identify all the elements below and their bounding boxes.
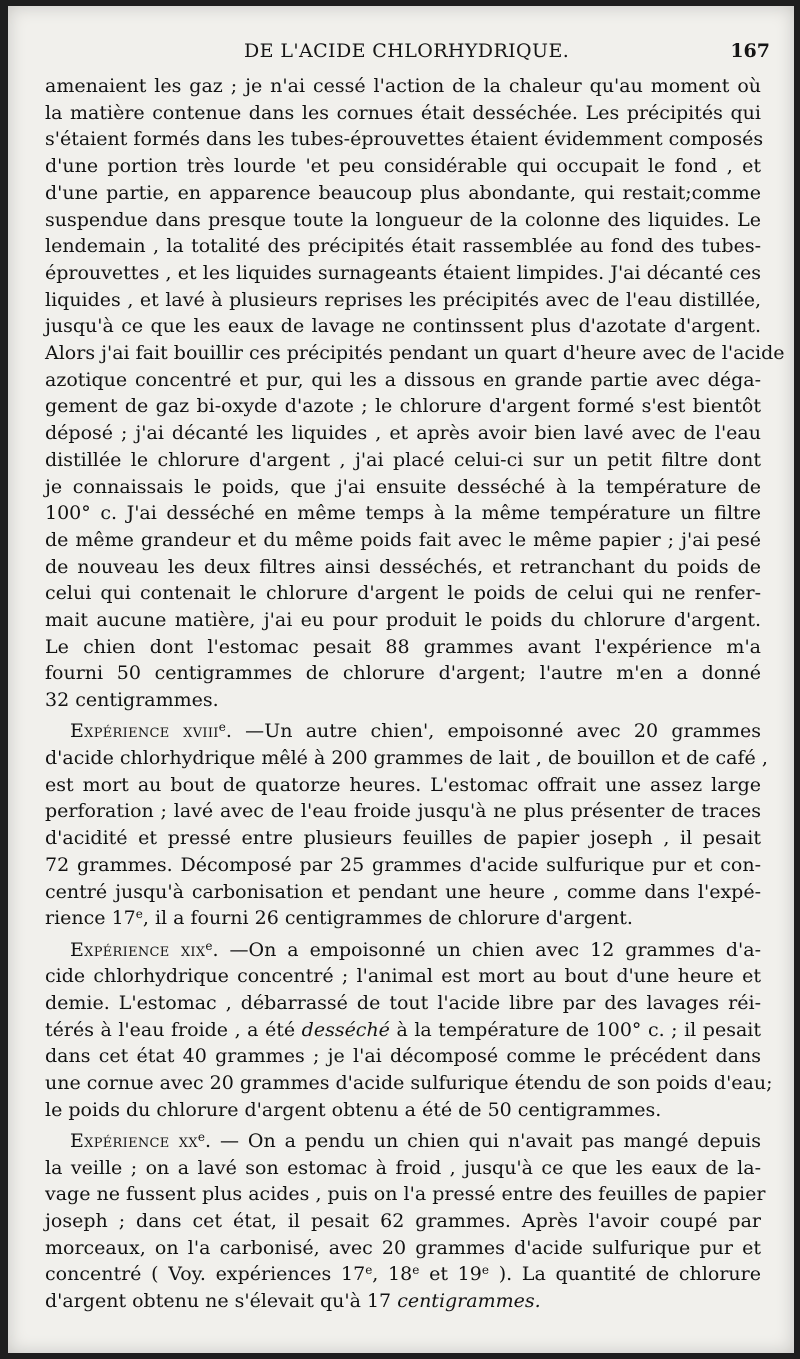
text-line <box>45 367 761 394</box>
text-line <box>45 937 761 964</box>
text-line <box>45 260 761 287</box>
text-line <box>45 527 761 554</box>
text-run: 32 centigrammes. <box>45 689 219 712</box>
text-run: d'une portion très lourde 'et peu considérable qui occupait le fond , et <box>45 155 761 178</box>
text-run: Alors j'ai fait bouillir ces précipités pendant un quart d'heure avec de l'acide <box>45 342 785 365</box>
text-line <box>45 1261 761 1288</box>
text-run: joseph ; dans cet état, il pesait 62 grammes. Après l'avoir coupé par <box>45 1210 761 1233</box>
text-run: une cornue avec 20 grammes d'acide sulfurique étendu de son poids d'eau; <box>45 1072 773 1095</box>
superscript: e <box>412 1263 420 1278</box>
superscript: e <box>365 1263 373 1278</box>
superscript: e <box>481 1263 489 1278</box>
text-line <box>45 554 761 581</box>
text-line <box>45 340 785 367</box>
text-line <box>45 313 761 340</box>
text-run: térés à l'eau froide , a été <box>45 1018 302 1041</box>
italic-text: centigrammes. <box>397 1290 541 1313</box>
text-line <box>45 180 761 207</box>
text-run: centré jusqu'à carbonisation et pendant une heure , comme dans l'expé- <box>45 880 761 903</box>
text-line <box>45 990 761 1017</box>
text-line <box>45 963 761 990</box>
paragraph <box>45 73 785 714</box>
text-run: . —On a empoisonné un chien avec 12 grammes d'a- <box>212 938 761 961</box>
text-run: azotique concentré et pur, qui les a dissous en grande partie avec déga- <box>45 368 761 391</box>
text-line <box>45 1128 761 1155</box>
text-run: d'acidité et pressé entre plusieurs feuilles de papier joseph , il pesait <box>45 827 761 850</box>
text-line <box>45 580 761 607</box>
text-run: à la température de 100° c. ; il pesait <box>389 1018 761 1041</box>
paragraph <box>45 937 773 1124</box>
text-run: , 18 <box>372 1263 413 1286</box>
text-line <box>45 660 761 687</box>
text-line <box>45 420 761 447</box>
experiment-label: Expérience xix <box>70 938 206 961</box>
running-title: DE L'ACIDE CHLORHYDRIQUE. <box>244 40 570 62</box>
text-run: mait aucune matière, j'ai eu pour produit le poids du chlorure d'argent. <box>45 609 761 632</box>
superscript: e <box>197 1129 206 1144</box>
italic-text: desséché <box>301 1018 390 1041</box>
text-line <box>45 905 761 932</box>
text-line <box>45 1208 761 1235</box>
text-line <box>45 1288 761 1315</box>
text-run: 72 grammes. Décomposé par 25 grammes d'acide sulfurique pur et con- <box>45 853 761 876</box>
body-text <box>45 73 785 1319</box>
text-line <box>45 474 761 501</box>
text-line <box>45 126 764 153</box>
text-run: fourni 50 centigrammes de chlorure d'argent; l'autre m'en a donné <box>45 662 761 685</box>
text-line <box>45 100 761 127</box>
text-line <box>45 1181 766 1208</box>
text-run: lendemain , la totalité des précipités était rassemblée au fond des tubes- <box>45 235 761 258</box>
text-line <box>45 1070 773 1097</box>
text-line <box>45 1097 761 1124</box>
text-line <box>45 393 761 420</box>
text-run: vage ne fussent plus acides , puis on l'a pressé entre des feuilles de papier <box>45 1183 766 1206</box>
superscript: e <box>205 938 213 953</box>
text-run: amenaient les gaz ; je n'ai cessé l'action de la chaleur qu'au moment où <box>45 75 761 97</box>
text-run: rience 17 <box>45 907 136 930</box>
text-run: d'acide chlorhydrique mêlé à 200 grammes de lait , de bouillon et de café , <box>45 747 768 770</box>
text-run: ). La quantité de chlorure <box>488 1263 761 1286</box>
text-line <box>45 500 761 527</box>
text-line <box>45 772 761 799</box>
text-run: dans cet état 40 grammes ; je l'ai décomposé comme le précédent dans <box>45 1045 761 1068</box>
text-run: déposé ; j'ai décanté les liquides , et après avoir bien lavé avec de l'eau <box>45 422 761 445</box>
text-run: jusqu'à ce que les eaux de lavage ne continssent plus d'azotate d'argent. <box>45 315 761 338</box>
text-run: celui qui contenait le chlorure d'argent le poids de celui qui ne renfer- <box>45 582 761 605</box>
text-run: 100° c. J'ai desséché en même temps à la même température un filtre <box>45 502 761 525</box>
text-run: demie. L'estomac , débarrassé de tout l'acide libre par des lavages réi- <box>45 991 761 1014</box>
text-line <box>45 153 761 180</box>
text-line <box>45 1235 761 1262</box>
text-line <box>45 1043 761 1070</box>
text-line <box>45 634 761 661</box>
page-number: 167 <box>730 40 770 62</box>
text-line <box>45 73 761 100</box>
text-line <box>45 687 761 714</box>
superscript: e <box>135 907 143 922</box>
text-line <box>45 207 761 234</box>
text-run: la veille ; on a lavé son estomac à froid , jusqu'à ce que les eaux de la- <box>45 1156 761 1179</box>
text-run: Un autre chien', empoisonné avec 20 grammes <box>264 720 761 743</box>
text-run: de nouveau les deux filtres ainsi desséchés, et retranchant du poids de <box>45 555 761 578</box>
text-line <box>45 233 761 260</box>
experiment-label: Expérience xx <box>70 1129 198 1152</box>
page-header <box>8 40 794 70</box>
text-run: éprouvettes , et les liquides surnageants étaient limpides. J'ai décanté ces <box>45 261 761 284</box>
text-line <box>45 1155 761 1182</box>
text-run: , il a fourni 26 centigrammes de chlorure d'argent. <box>142 907 633 930</box>
text-line <box>45 447 761 474</box>
text-run: s'étaient formés dans les tubes-éprouvettes étaient évidemment composés <box>45 128 764 151</box>
text-run: liquides , et lavé à plusieurs reprises les précipités avec de l'eau distillée, <box>45 288 761 311</box>
text-line <box>45 287 761 314</box>
text-run: le poids du chlorure d'argent obtenu a été de 50 centigrammes. <box>45 1098 662 1121</box>
text-run: . — <box>225 720 265 743</box>
text-run: morceaux, on l'a carbonisé, avec 20 grammes d'acide sulfurique pur et <box>45 1236 761 1259</box>
text-line <box>45 825 761 852</box>
text-run: . — On a pendu un chien qui n'avait pas mangé depuis <box>205 1129 761 1152</box>
text-run: d'argent obtenu ne s'élevait qu'à 17 <box>45 1290 398 1313</box>
book-page <box>8 6 794 1353</box>
text-line <box>45 852 761 879</box>
text-line <box>45 718 761 745</box>
text-run: suspendue dans presque toute la longueur de la colonne des liquides. Le <box>45 208 761 231</box>
text-run: d'une partie, en apparence beaucoup plus abondante, qui restait;comme <box>45 181 761 204</box>
paragraph <box>45 718 768 932</box>
text-line <box>45 879 761 906</box>
text-run: la matière contenue dans les cornues était desséchée. Les précipités qui <box>45 101 761 124</box>
text-run: Le chien dont l'estomac pesait 88 grammes avant l'expérience m'a <box>45 635 761 658</box>
text-line <box>45 745 768 772</box>
text-run: gement de gaz bi-oxyde d'azote ; le chlorure d'argent formé s'est bientôt <box>45 395 761 418</box>
text-run: et 19 <box>419 1263 482 1286</box>
superscript: e <box>218 720 226 735</box>
text-line <box>45 798 761 825</box>
text-line <box>45 607 761 634</box>
text-run: perforation ; lavé avec de l'eau froide jusqu'à ne plus présenter de traces <box>45 800 761 823</box>
text-run: de même grandeur et du même poids fait avec le même papier ; j'ai pesé <box>45 528 761 551</box>
text-run: cide chlorhydrique concentré ; l'animal est mort au bout d'une heure et <box>45 965 761 988</box>
text-line <box>45 1017 761 1044</box>
paragraph <box>45 1128 766 1315</box>
experiment-label: Expérience xviii <box>70 720 219 743</box>
text-run: je connaissais le poids, que j'ai ensuite desséché à la température de <box>45 475 761 498</box>
text-run: concentré ( Voy. expériences 17 <box>45 1263 366 1286</box>
text-run: distillée le chlorure d'argent , j'ai placé celui-ci sur un petit filtre dont <box>45 448 761 471</box>
text-run: est mort au bout de quatorze heures. L'estomac offrait une assez large <box>45 773 761 796</box>
